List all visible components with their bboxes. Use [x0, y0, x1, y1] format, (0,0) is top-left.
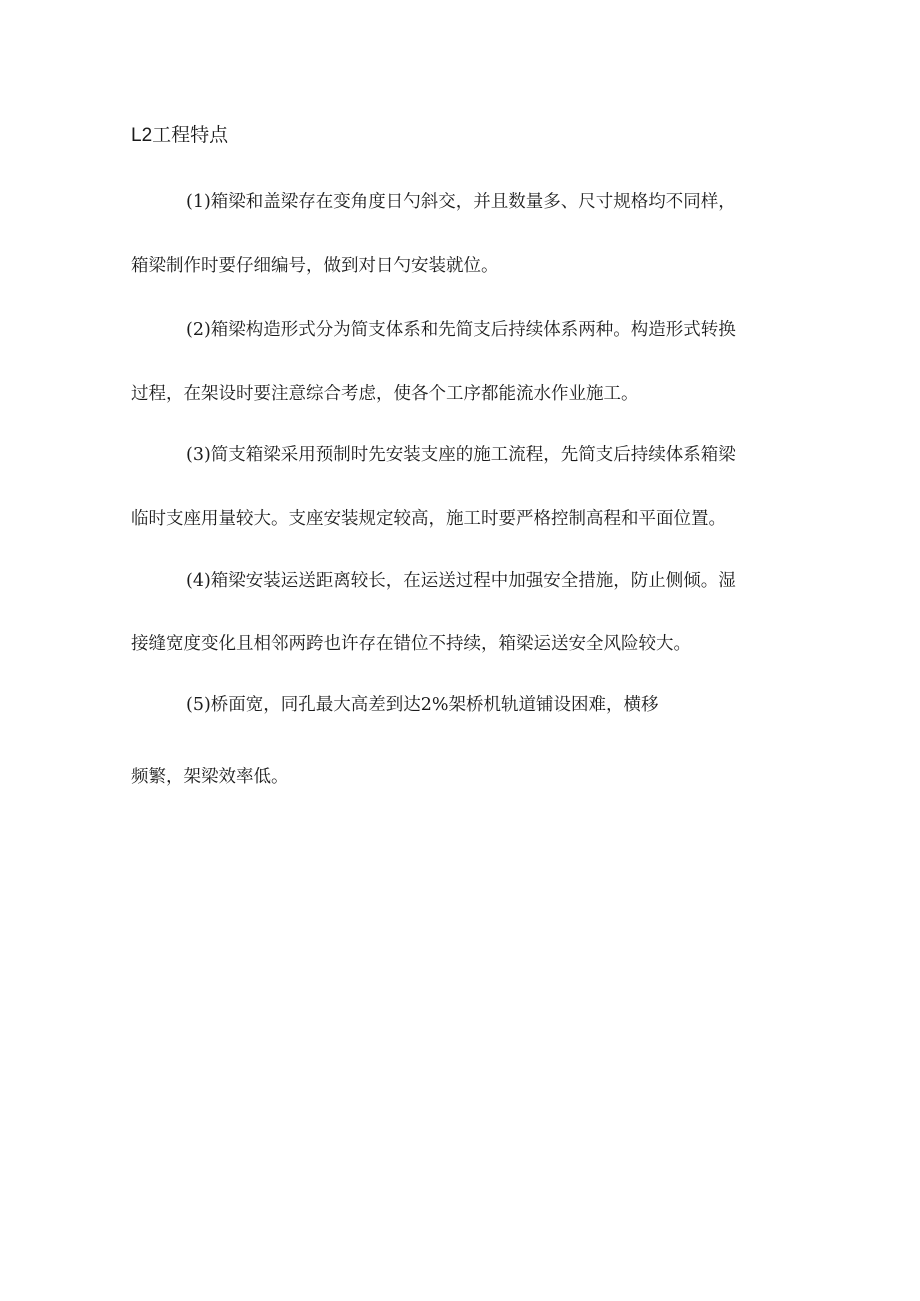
paragraph-1-line-1: (1)箱梁和盖梁存在变角度日勺斜交，并且数量多、尺寸规格均不同样，	[186, 192, 736, 212]
paragraph-5-line-2: 频繁，架梁效率低。	[131, 767, 289, 787]
paragraph-2-line-2: 过程，在架设时要注意综合考虑，使各个工序都能流水作业施工。	[131, 384, 639, 404]
paragraph-3-line-2: 临时支座用量较大。支座安装规定较高，施工时要严格控制高程和平面位置。	[131, 509, 726, 529]
paragraph-1-line-2: 箱梁制作时要仔细编号，做到对日勺安装就位。	[131, 256, 499, 276]
paragraph-3-line-1: (3)简支箱梁采用预制时先安装支座的施工流程，先简支后持续体系箱梁	[186, 445, 736, 465]
paragraph-2-line-1: (2)箱梁构造形式分为简支体系和先简支后持续体系两种。构造形式转换	[186, 320, 736, 340]
paragraph-5-line-1: (5)桥面宽，同孔最大高差到达2%架桥机轨道铺设困难，横移	[186, 695, 659, 715]
paragraph-4-line-2: 接缝宽度变化且相邻两跨也许存在错位不持续，箱梁运送安全风险较大。	[131, 634, 691, 654]
section-heading: L2工程特点	[131, 125, 229, 146]
paragraph-4-line-1: (4)箱梁安装运送距离较长，在运送过程中加强安全措施，防止侧倾。湿	[186, 571, 736, 591]
